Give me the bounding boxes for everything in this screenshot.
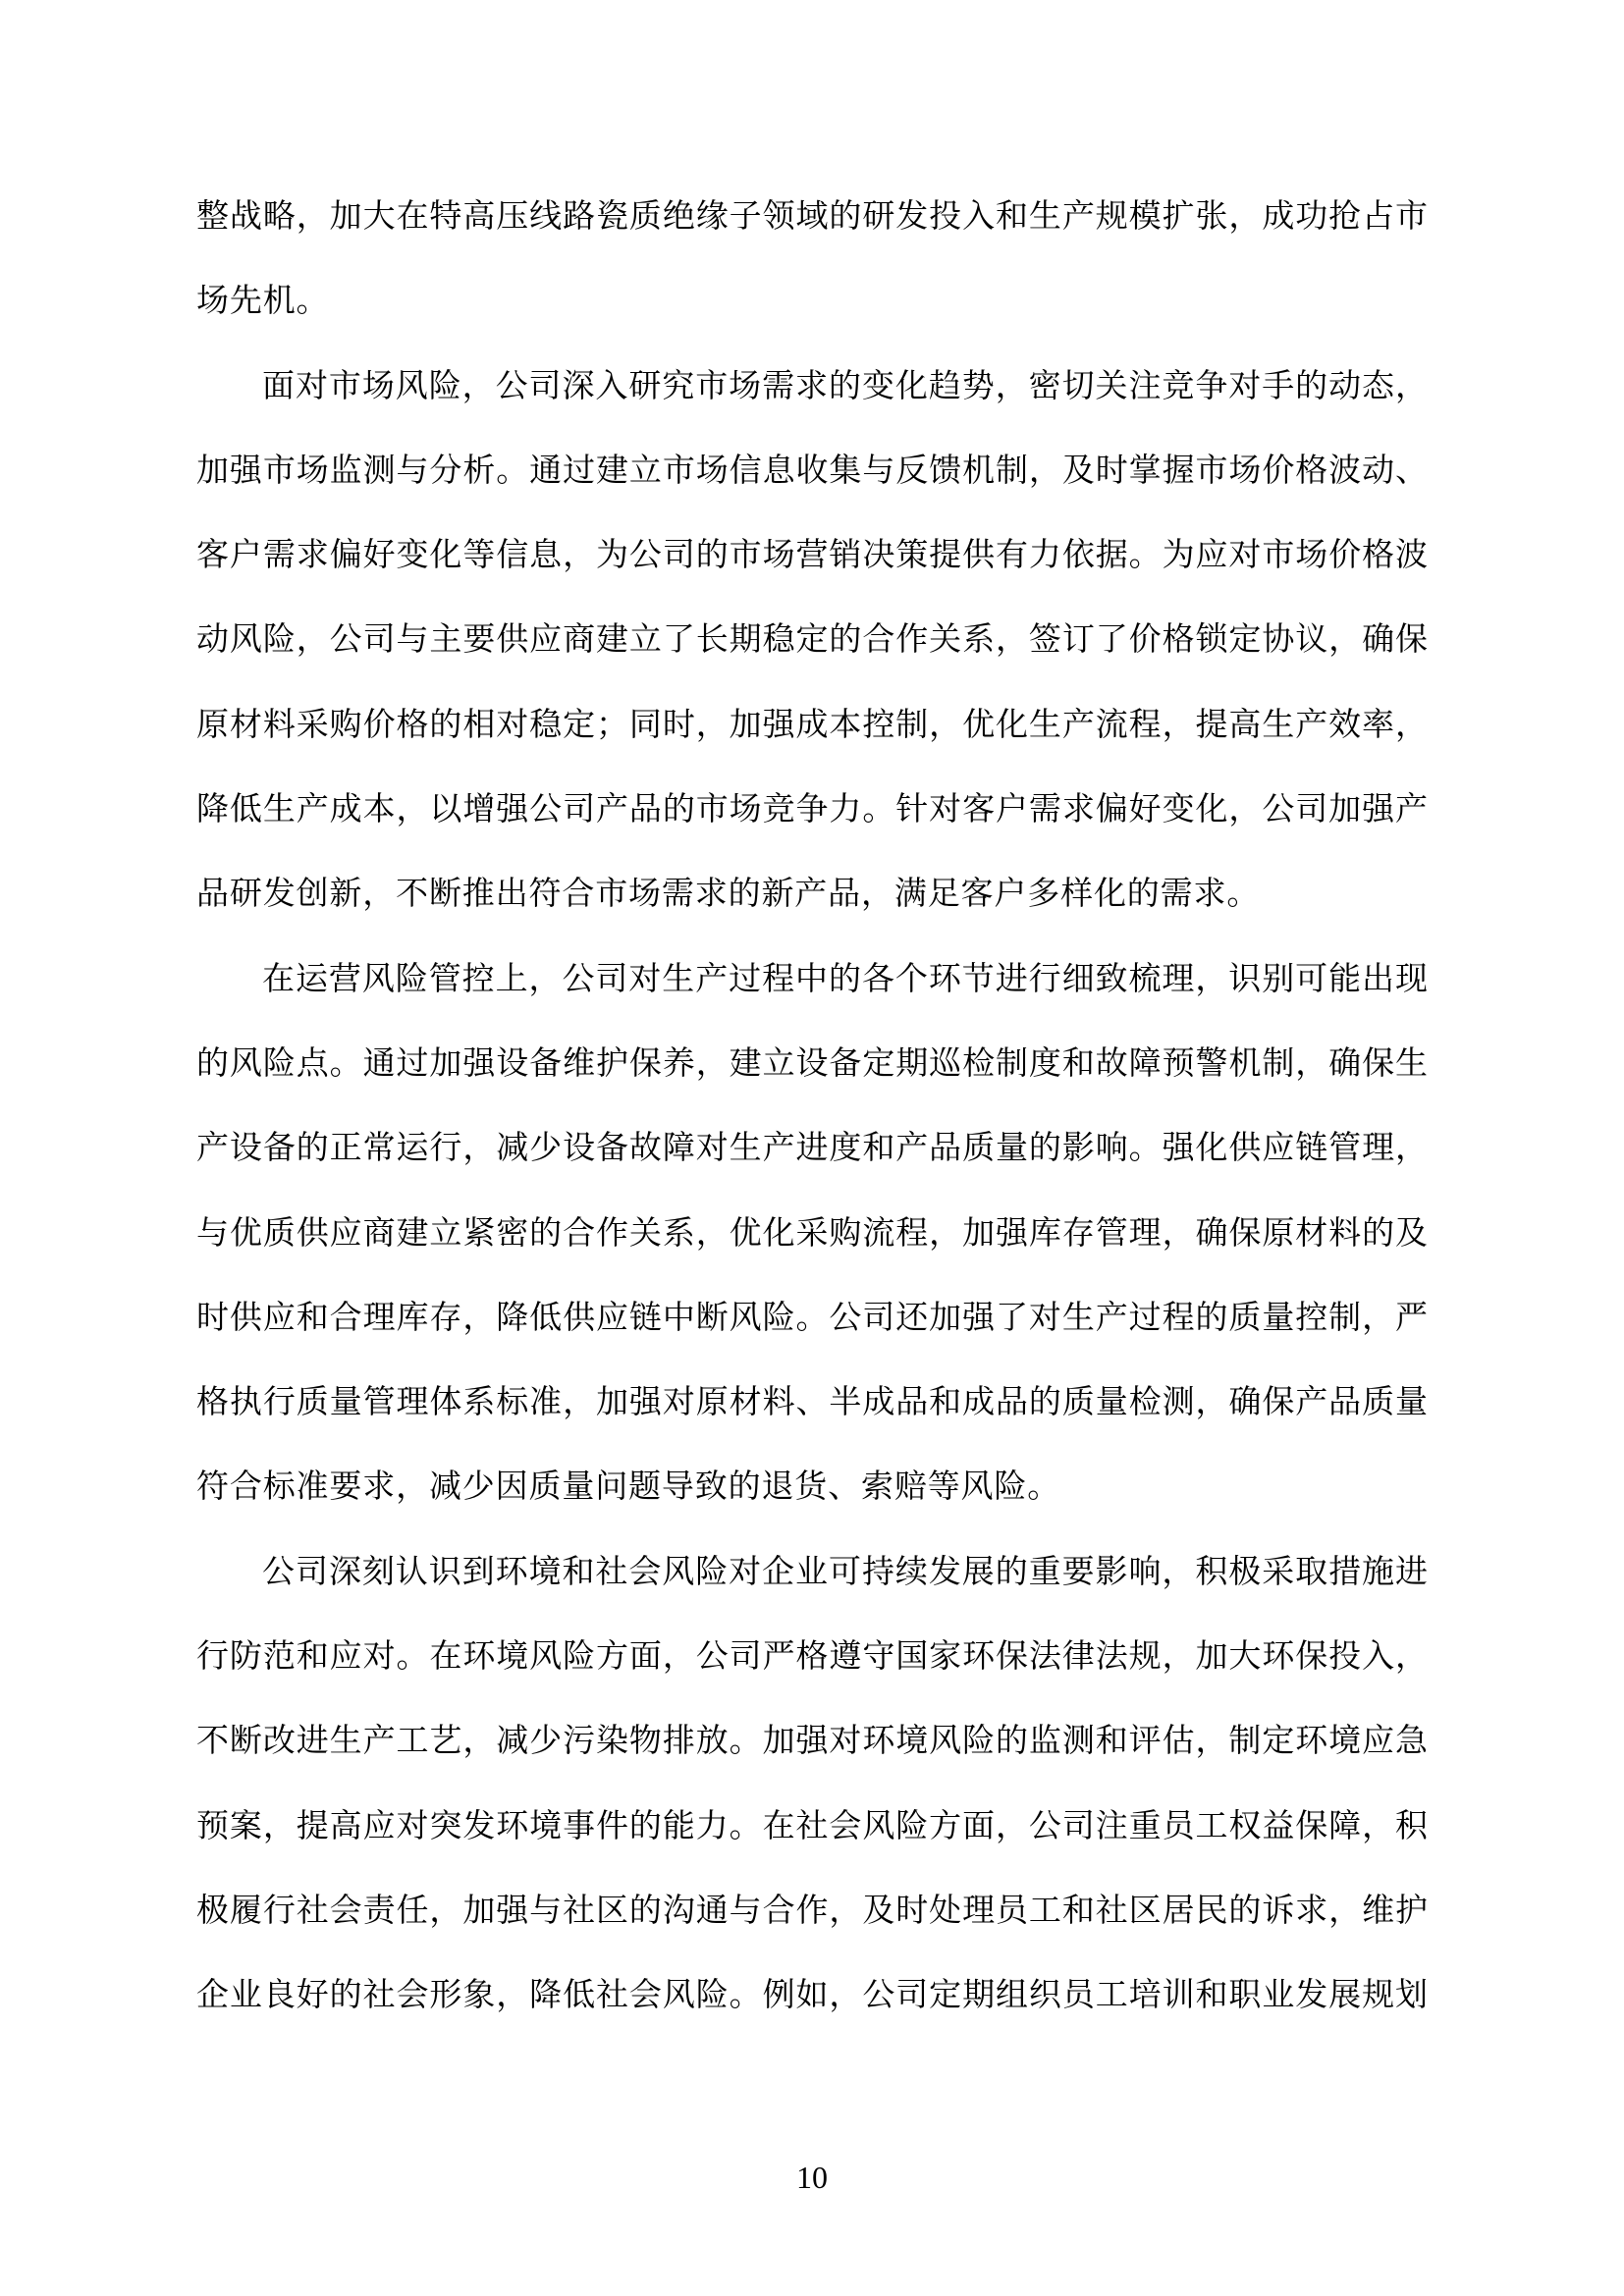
text-line-21: 极履行社会责任，加强与社区的沟通与合作，及时处理员工和社区居民的诉求，维护 <box>196 1893 1428 1929</box>
text-line-5: 客户需求偏好变化等信息，为公司的市场营销决策提供有力依据。为应对市场价格波 <box>196 538 1428 574</box>
text-line-22: 企业良好的社会形象，降低社会风险。例如，公司定期组织员工培训和职业发展规划 <box>196 1978 1428 2014</box>
page-number: 10 <box>796 2160 828 2195</box>
text-line-2: 场先机。 <box>196 284 330 320</box>
text-line-12: 产设备的正常运行，减少设备故障对生产进度和产品质量的影响。强化供应链管理， <box>196 1131 1428 1167</box>
text-line-14: 时供应和合理库存，降低供应链中断风险。公司还加强了对生产过程的质量控制，严 <box>196 1300 1428 1336</box>
text-line-13: 与优质供应商建立紧密的合作关系，优化采购流程，加强库存管理，确保原材料的及 <box>196 1215 1428 1252</box>
text-line-9: 品研发创新，不断推出符合市场需求的新产品，满足客户多样化的需求。 <box>196 877 1261 913</box>
text-line-16: 符合标准要求，减少因质量问题导致的退货、索赔等风险。 <box>196 1469 1061 1506</box>
text-line-19: 不断改进生产工艺，减少污染物排放。加强对环境风险的监测和评估，制定环境应急 <box>196 1724 1428 1760</box>
text-line-10: 在运营风险管控上，公司对生产过程中的各个环节进行细致梳理，识别可能出现 <box>262 961 1428 997</box>
text-line-7: 原材料采购价格的相对稳定；同时，加强成本控制，优化生产流程，提高生产效率， <box>196 707 1428 743</box>
text-line-17: 公司深刻认识到环境和社会风险对企业可持续发展的重要影响，积极采取措施进 <box>262 1554 1428 1590</box>
text-line-20: 预案，提高应对突发环境事件的能力。在社会风险方面，公司注重员工权益保障，积 <box>196 1808 1428 1844</box>
document-text-block <box>196 175 1428 2039</box>
text-line-15: 格执行质量管理体系标准，加强对原材料、半成品和成品的质量检测，确保产品质量 <box>196 1385 1428 1421</box>
text-line-18: 行防范和应对。在环境风险方面，公司严格遵守国家环保法律法规，加大环保投入， <box>196 1639 1428 1676</box>
text-line-1: 整战略，加大在特高压线路瓷质绝缘子领域的研发投入和生产规模扩张，成功抢占市 <box>196 199 1428 235</box>
text-line-3: 面对市场风险，公司深入研究市场需求的变化趋势，密切关注竞争对手的动态， <box>262 368 1428 404</box>
text-line-6: 动风险，公司与主要供应商建立了长期稳定的合作关系，签订了价格锁定协议，确保 <box>196 622 1428 659</box>
text-line-4: 加强市场监测与分析。通过建立市场信息收集与反馈机制，及时掌握市场价格波动、 <box>196 453 1428 489</box>
text-line-8: 降低生产成本，以增强公司产品的市场竞争力。针对客户需求偏好变化，公司加强产 <box>196 792 1428 828</box>
text-line-11: 的风险点。通过加强设备维护保养，建立设备定期巡检制度和故障预警机制，确保生 <box>196 1045 1428 1082</box>
